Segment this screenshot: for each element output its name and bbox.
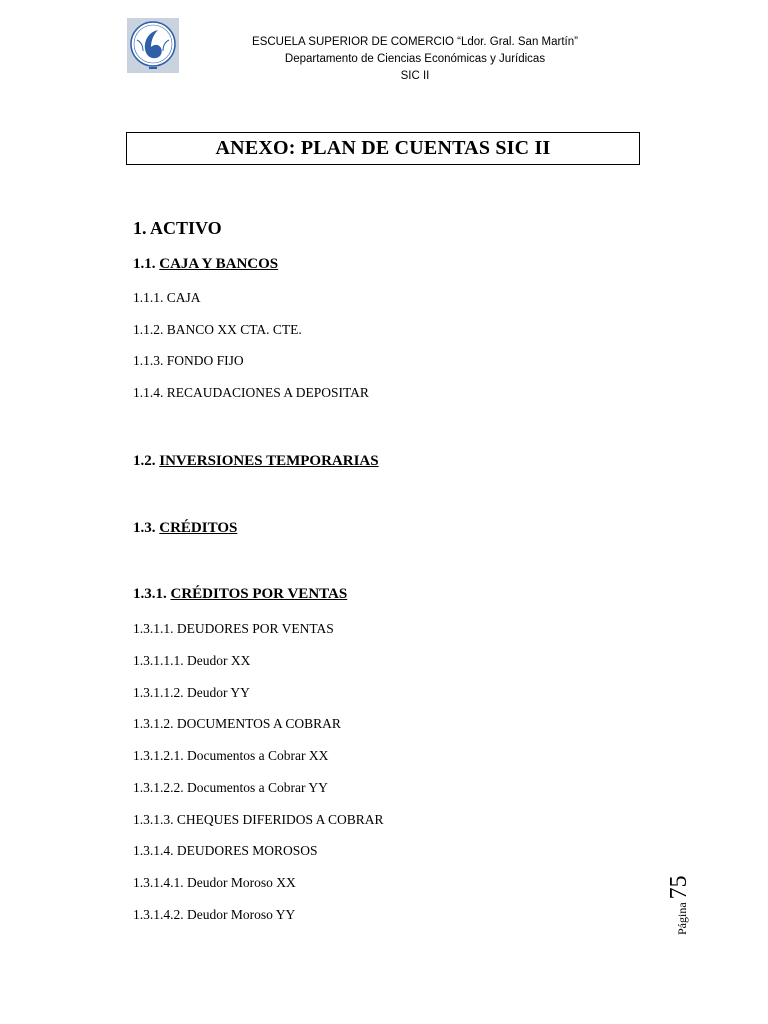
section-caja-bancos	[133, 256, 278, 273]
list-item: 1.3.1.1. DEUDORES POR VENTAS	[133, 621, 334, 636]
list-item: 1.1.3. FONDO FIJO	[133, 353, 244, 368]
page-label: Página	[675, 902, 689, 935]
page-number-value: 75	[666, 875, 692, 900]
section-activo: 1. ACTIVO	[133, 218, 222, 238]
list-item: 1.3.1.2.1. Documentos a Cobrar XX	[133, 748, 329, 763]
section-label: CRÉDITOS	[159, 520, 238, 536]
section-inversiones	[133, 453, 379, 470]
page-number	[666, 875, 693, 935]
section-label: CAJA Y BANCOS	[159, 256, 279, 272]
page-title-text: ANEXO: PLAN DE CUENTAS SIC II	[215, 137, 551, 159]
list-item: 1.3.1.4.2. Deudor Moroso YY	[133, 907, 296, 922]
school-name: ESCUELA SUPERIOR DE COMERCIO “Ldor. Gral. San Martín”	[252, 36, 578, 48]
school-logo	[127, 18, 179, 73]
document-header	[180, 34, 650, 85]
list-item: 1.1.2. BANCO XX CTA. CTE.	[133, 322, 302, 337]
section-number: 1.3.1.	[133, 586, 167, 602]
section-number: 1.3.	[133, 520, 156, 536]
section-label: INVERSIONES TEMPORARIAS	[159, 453, 379, 469]
list-item: 1.1.4. RECAUDACIONES A DEPOSITAR	[133, 385, 369, 400]
list-item: 1.3.1.2. DOCUMENTOS A COBRAR	[133, 716, 341, 731]
list-item: 1.3.1.1.1. Deudor XX	[133, 653, 251, 668]
section-creditos	[133, 520, 237, 537]
course-name: SIC II	[400, 70, 430, 82]
list-item: 1.3.1.4. DEUDORES MOROSOS	[133, 843, 318, 858]
page-title	[126, 132, 640, 165]
section-number: 1.2.	[133, 453, 156, 469]
section-creditos-ventas	[133, 586, 347, 603]
list-item: 1.3.1.1.2. Deudor YY	[133, 685, 250, 700]
list-item: 1.3.1.2.2. Documentos a Cobrar YY	[133, 780, 328, 795]
section-label: CRÉDITOS POR VENTAS	[170, 586, 348, 602]
list-item: 1.1.1. CAJA	[133, 290, 201, 305]
list-item: 1.3.1.4.1. Deudor Moroso XX	[133, 875, 296, 890]
list-item: 1.3.1.3. CHEQUES DIFERIDOS A COBRAR	[133, 812, 384, 827]
section-number: 1.1.	[133, 256, 156, 272]
department-name: Departamento de Ciencias Económicas y Jurídicas	[284, 53, 546, 65]
